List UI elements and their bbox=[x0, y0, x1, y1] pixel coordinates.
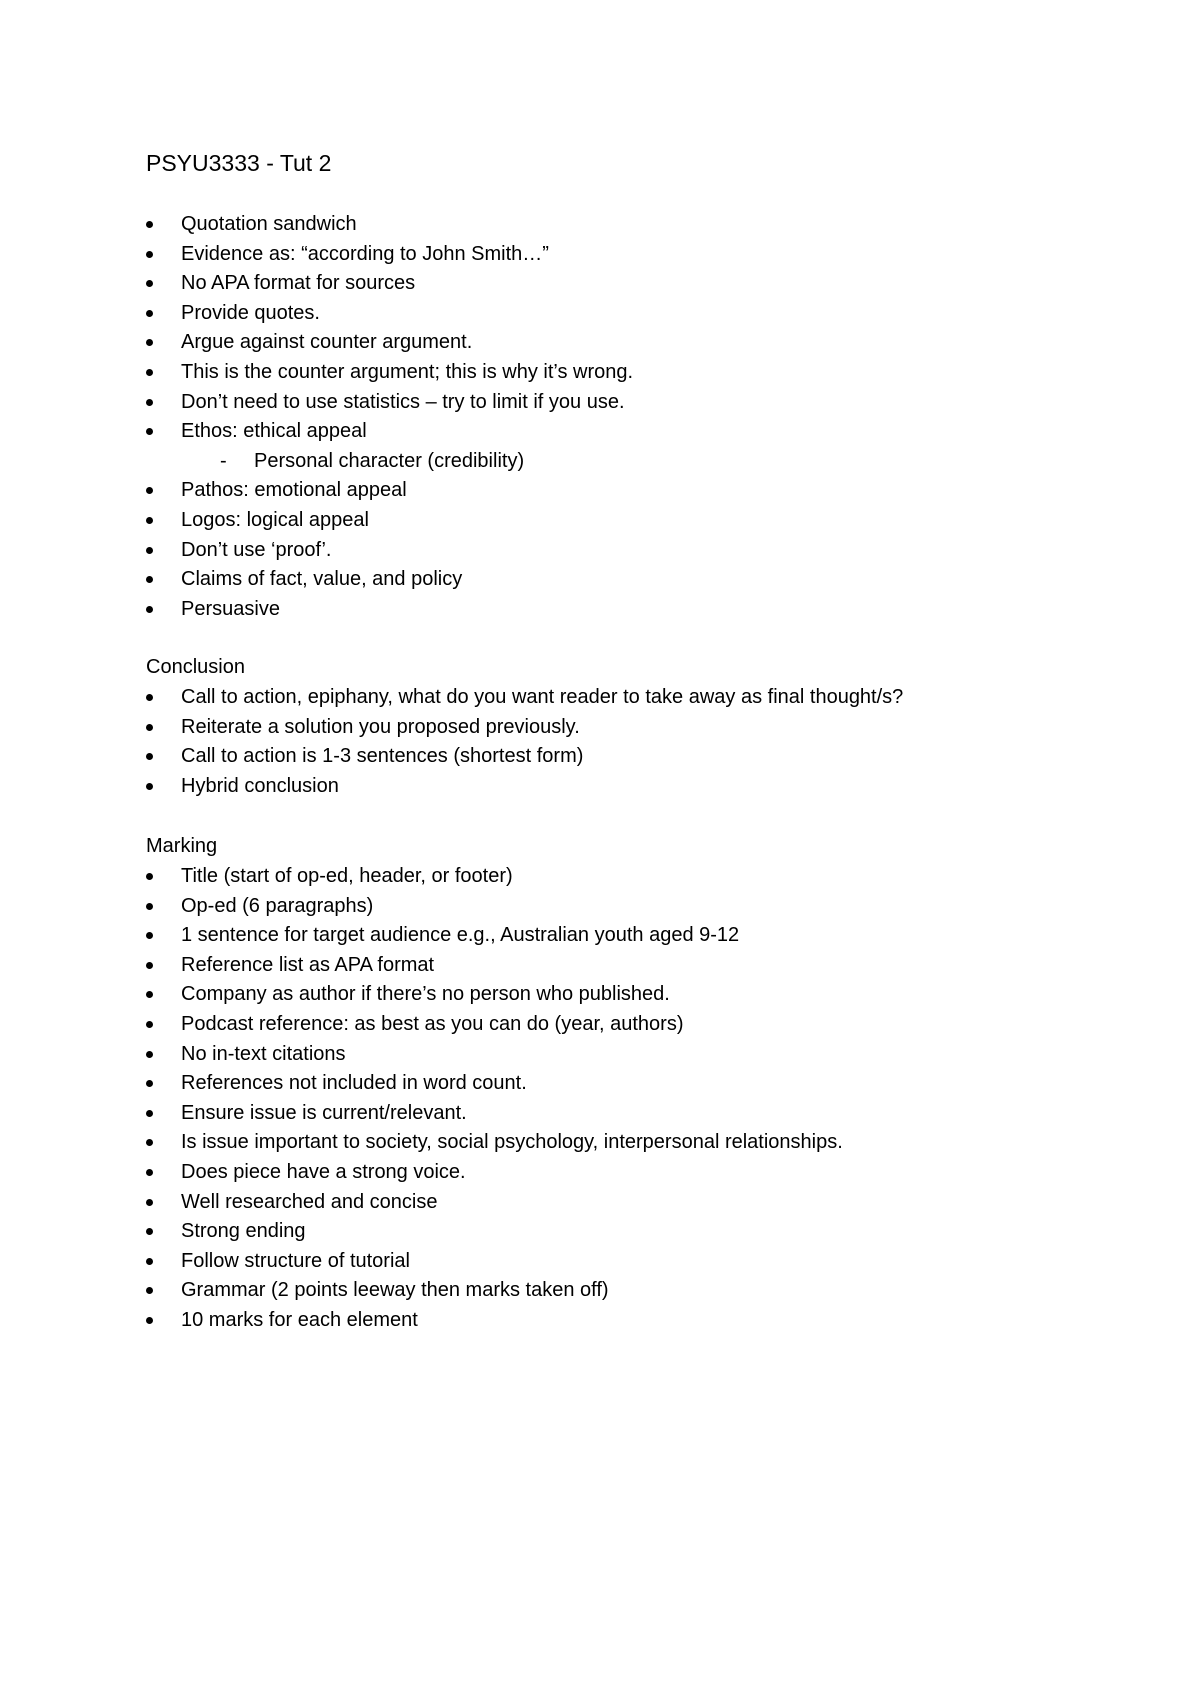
list-item: Hybrid conclusion bbox=[146, 772, 903, 802]
bullet-icon bbox=[146, 221, 153, 228]
bullet-icon bbox=[146, 1228, 153, 1235]
bullet-icon bbox=[146, 606, 153, 613]
list-item: Don’t need to use statistics – try to limit if you use. bbox=[146, 388, 633, 418]
list-item: No APA format for sources bbox=[146, 269, 633, 299]
list-item: Does piece have a strong voice. bbox=[146, 1158, 843, 1188]
bullet-icon bbox=[146, 694, 153, 701]
bullet-icon bbox=[146, 339, 153, 346]
list-item: Well researched and concise bbox=[146, 1188, 843, 1218]
list-item: Call to action, epiphany, what do you want reader to take away as final thought/s? bbox=[146, 683, 903, 713]
list-item: Title (start of op-ed, header, or footer) bbox=[146, 862, 843, 892]
bullet-icon bbox=[146, 251, 153, 258]
bullet-icon bbox=[146, 1139, 153, 1146]
list-item: References not included in word count. bbox=[146, 1069, 843, 1099]
conclusion-heading: Conclusion bbox=[146, 656, 245, 678]
list-item: Grammar (2 points leeway then marks taken off) bbox=[146, 1276, 843, 1306]
list-item: Call to action is 1-3 sentences (shortest form) bbox=[146, 742, 903, 772]
list-item: This is the counter argument; this is why it’s wrong. bbox=[146, 358, 633, 388]
bullet-icon bbox=[146, 369, 153, 376]
bullet-icon bbox=[146, 903, 153, 910]
bullet-icon bbox=[146, 399, 153, 406]
bullet-icon bbox=[146, 1080, 153, 1087]
marking-heading: Marking bbox=[146, 835, 218, 857]
bullet-icon bbox=[146, 783, 153, 790]
list-item: Evidence as: “according to John Smith…” bbox=[146, 240, 633, 270]
bullet-icon bbox=[146, 962, 153, 969]
list-item: Company as author if there’s no person who published. bbox=[146, 980, 843, 1010]
list-item: Is issue important to society, social psychology, interpersonal relationships. bbox=[146, 1128, 843, 1158]
sub-list-item: - Personal character (credibility) bbox=[146, 447, 633, 477]
document-title: PSYU3333 - Tut 2 bbox=[146, 150, 332, 176]
list-item: Claims of fact, value, and policy bbox=[146, 565, 633, 595]
list-item: Ethos: ethical appeal bbox=[146, 417, 633, 447]
bullet-icon bbox=[146, 1287, 153, 1294]
list-item: Quotation sandwich bbox=[146, 210, 633, 240]
bullet-icon bbox=[146, 576, 153, 583]
bullet-icon bbox=[146, 1317, 153, 1324]
bullet-icon bbox=[146, 310, 153, 317]
bullet-icon bbox=[146, 487, 153, 494]
bullet-icon bbox=[146, 724, 153, 731]
bullet-icon bbox=[146, 517, 153, 524]
list-item: Persuasive bbox=[146, 595, 633, 625]
bullet-icon bbox=[146, 280, 153, 287]
marking-list bbox=[146, 862, 843, 1336]
bullet-icon bbox=[146, 1169, 153, 1176]
list-item: Strong ending bbox=[146, 1217, 843, 1247]
dash-marker: - bbox=[220, 449, 227, 472]
list-item: Logos: logical appeal bbox=[146, 506, 633, 536]
list-item: 1 sentence for target audience e.g., Australian youth aged 9-12 bbox=[146, 921, 843, 951]
bullet-icon bbox=[146, 873, 153, 880]
bullet-icon bbox=[146, 991, 153, 998]
tutorial-notes-list bbox=[146, 210, 633, 624]
bullet-icon bbox=[146, 1110, 153, 1117]
list-item: Ensure issue is current/relevant. bbox=[146, 1099, 843, 1129]
bullet-icon bbox=[146, 753, 153, 760]
bullet-icon bbox=[146, 1199, 153, 1206]
list-item: Provide quotes. bbox=[146, 299, 633, 329]
bullet-icon bbox=[146, 932, 153, 939]
bullet-icon bbox=[146, 1258, 153, 1265]
list-item: No in-text citations bbox=[146, 1040, 843, 1070]
list-item: Podcast reference: as best as you can do (year, authors) bbox=[146, 1010, 843, 1040]
bullet-icon bbox=[146, 1021, 153, 1028]
bullet-icon bbox=[146, 428, 153, 435]
list-item: Op-ed (6 paragraphs) bbox=[146, 892, 843, 922]
bullet-icon bbox=[146, 547, 153, 554]
list-item: Argue against counter argument. bbox=[146, 328, 633, 358]
list-item: Reiterate a solution you proposed previously. bbox=[146, 713, 903, 743]
list-item: Reference list as APA format bbox=[146, 951, 843, 981]
list-item: Pathos: emotional appeal bbox=[146, 476, 633, 506]
list-item: Follow structure of tutorial bbox=[146, 1247, 843, 1277]
list-item: 10 marks for each element bbox=[146, 1306, 843, 1336]
list-item: Don’t use ‘proof’. bbox=[146, 536, 633, 566]
conclusion-list bbox=[146, 683, 903, 801]
bullet-icon bbox=[146, 1051, 153, 1058]
